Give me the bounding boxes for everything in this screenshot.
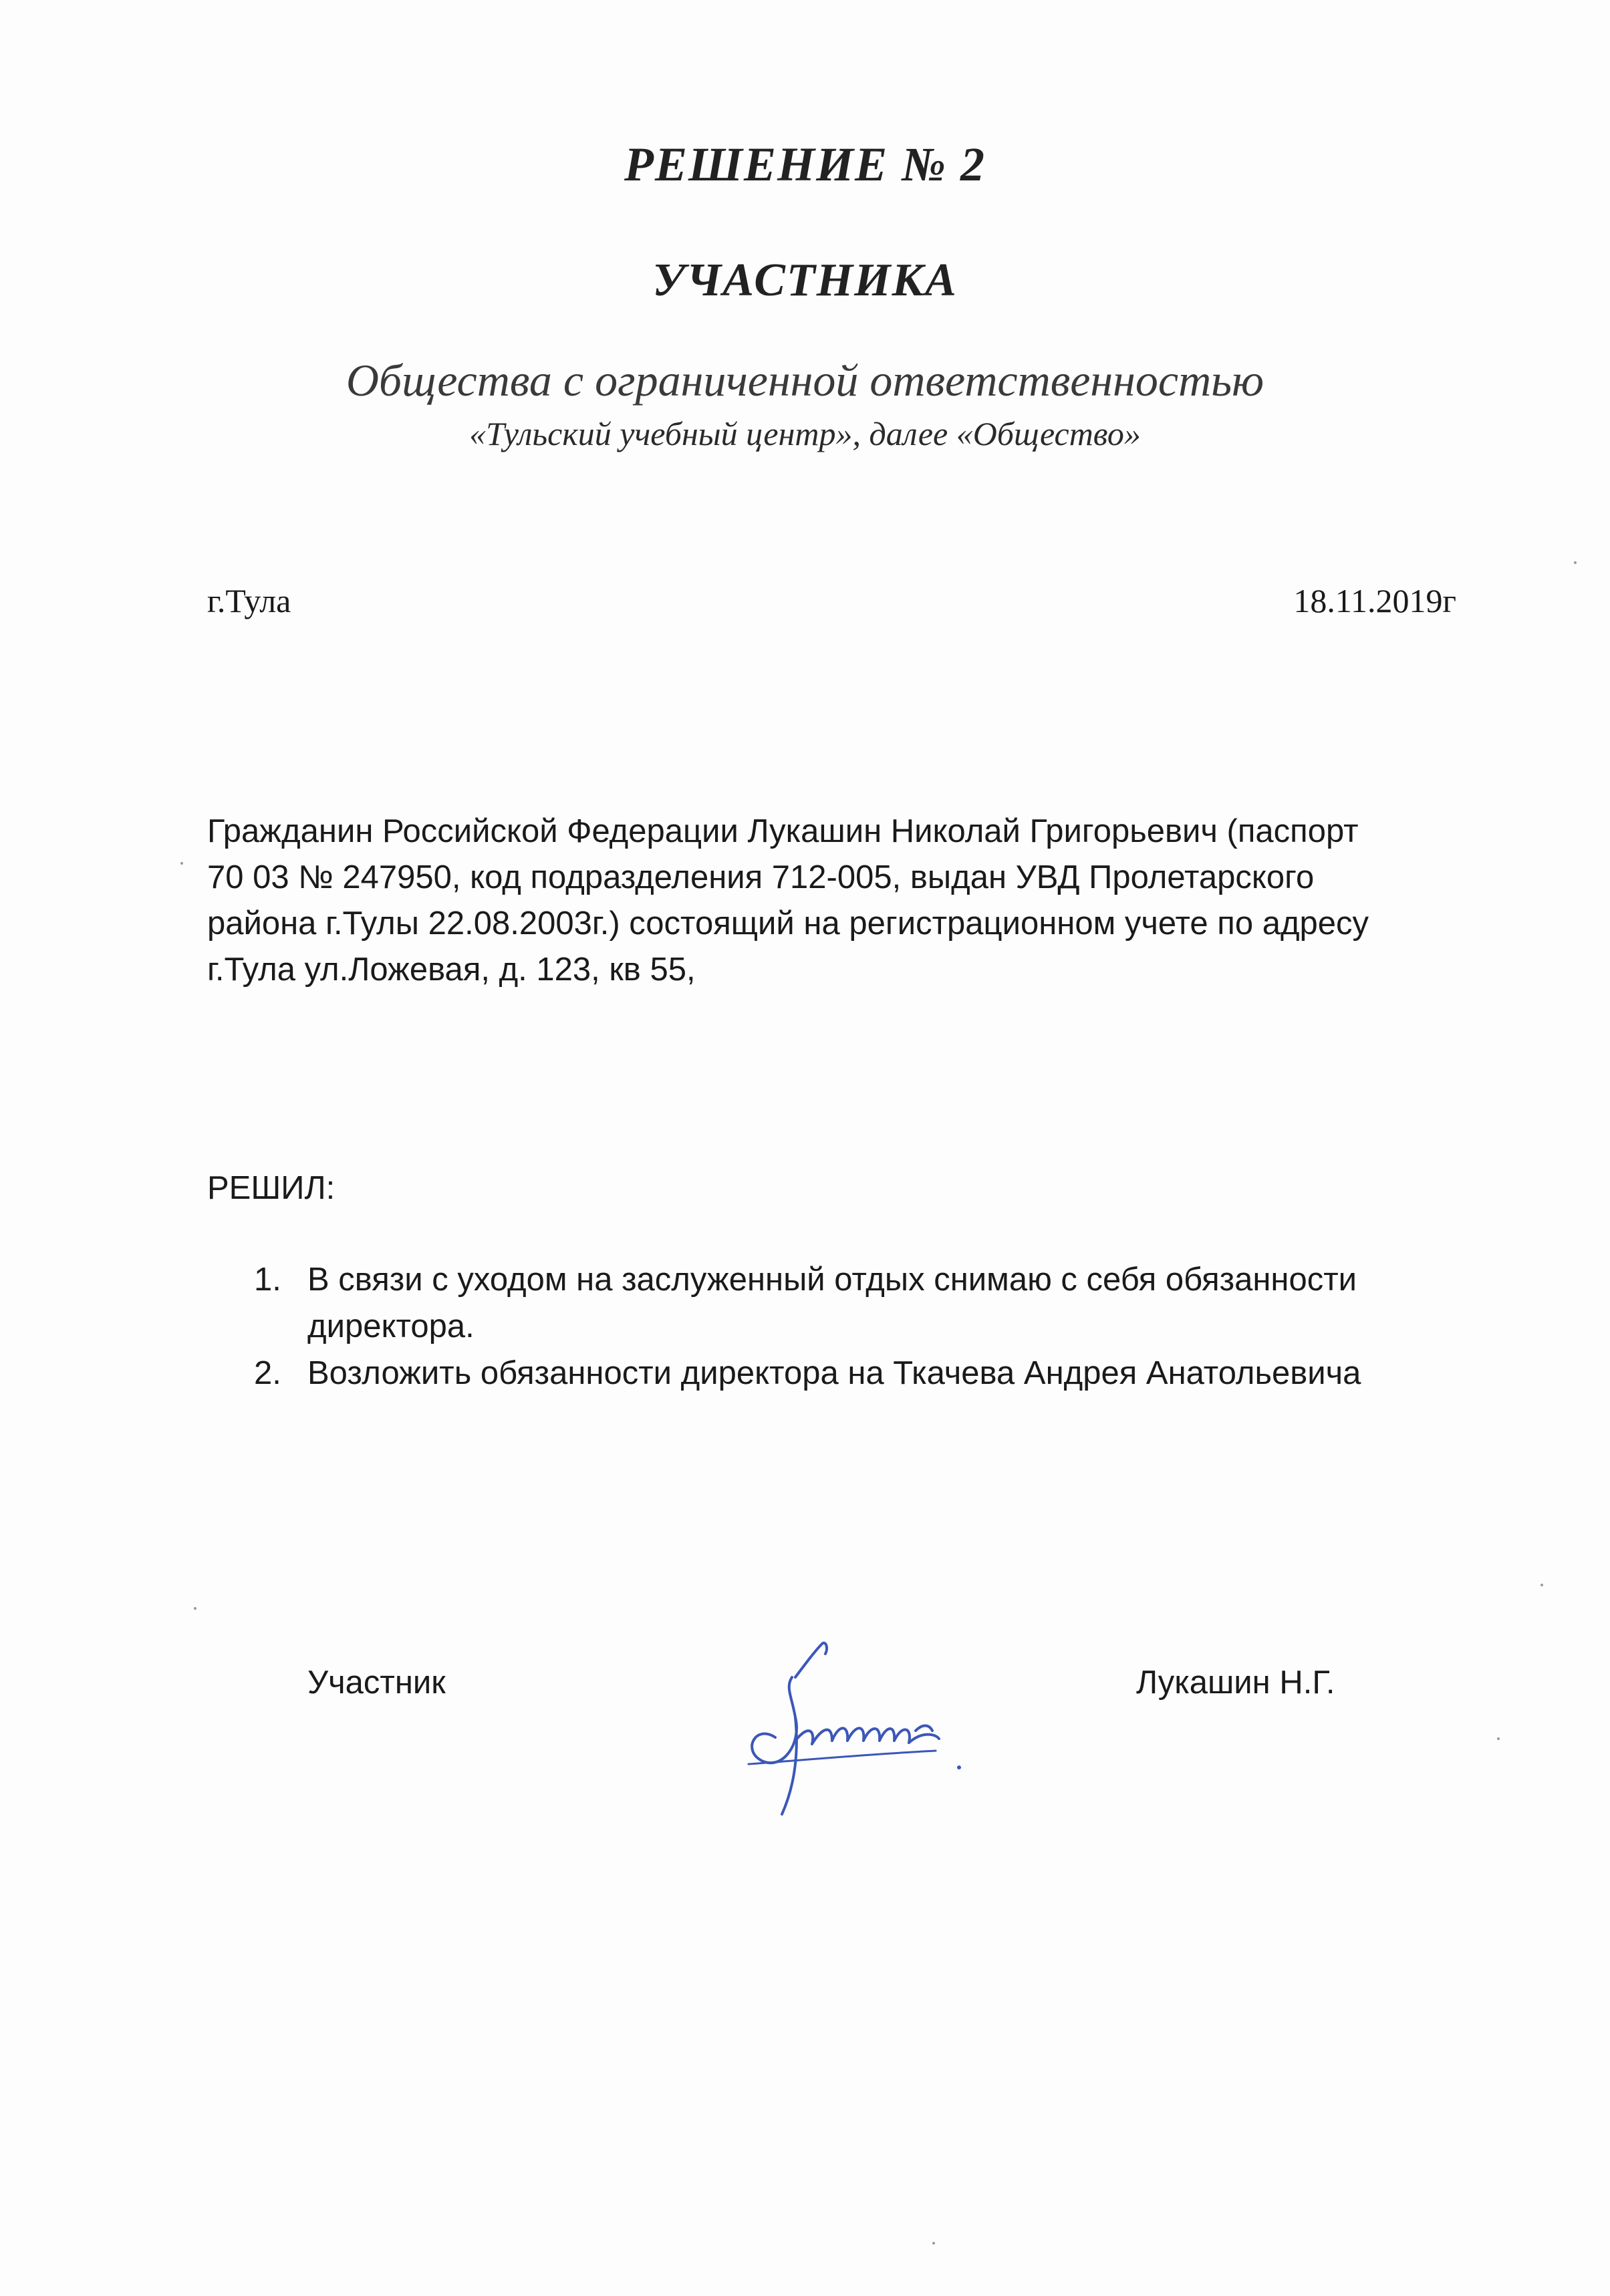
list-item <box>254 1350 1470 1397</box>
list-item <box>254 1256 1470 1350</box>
scan-speck <box>1540 1584 1543 1586</box>
body-line: г.Тула ул.Ложевая, д. 123, кв 55, <box>207 952 696 988</box>
scan-speck <box>1574 561 1577 564</box>
body-line: района г.Тулы 22.08.2003г.) состоящий на регистрационном учете по адресу <box>207 905 1369 942</box>
signature-icon <box>695 1624 989 1818</box>
body-line: Гражданин Российской Федерации Лукашин Николай Григорьевич (паспорт <box>207 813 1359 849</box>
list-item-number: 1. <box>254 1262 281 1298</box>
document-date: 18.11.2019г <box>1293 582 1456 619</box>
document-city: г.Тула <box>207 582 291 619</box>
signer-name: Лукашин Н.Г. <box>1136 1665 1335 1701</box>
document-title: РЕШЕНИЕ № 2 <box>624 138 986 191</box>
document-subtitle: УЧАСТНИКА <box>652 255 958 306</box>
decided-label: РЕШИЛ: <box>207 1170 336 1206</box>
scan-speck <box>1497 1737 1500 1740</box>
organization-name: «Тульский учебный центр», далее «Общество» <box>469 415 1141 452</box>
organization-type: Общества с ограниченной ответственностью <box>346 355 1264 406</box>
scan-speck <box>932 2242 935 2245</box>
body-line: 70 03 № 247950, код подразделения 712-005, выдан УВД Пролетарского <box>207 859 1315 895</box>
list-item-text: В связи с уходом на заслуженный отдых снимаю с себя обязанности директора. <box>307 1262 1357 1344</box>
body-paragraph <box>207 809 1464 993</box>
decision-list <box>254 1256 1470 1397</box>
scan-speck <box>180 862 183 865</box>
list-item-text: Возложить обязанности директора на Ткачева Андрея Анатольевича <box>307 1355 1361 1391</box>
signer-role: Участник <box>307 1665 446 1701</box>
list-item-number: 2. <box>254 1355 281 1391</box>
scan-speck <box>194 1607 196 1610</box>
